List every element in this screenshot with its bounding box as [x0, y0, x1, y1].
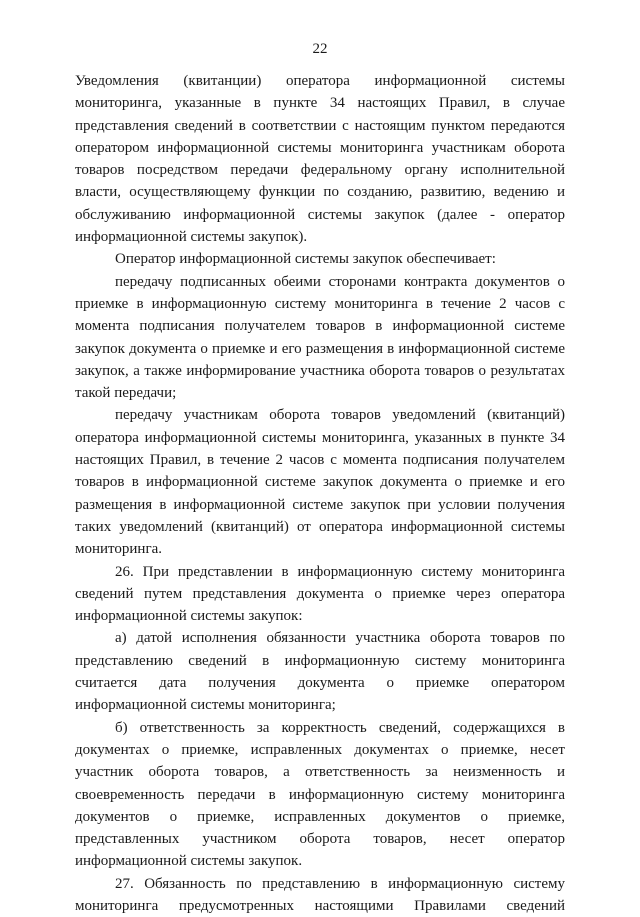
document-body — [75, 70, 565, 917]
paragraph-clause-26-b: б) ответственность за корректность сведений, содержащихся в документах о приемке, исправленных документах о приемке, несет участник оборота товаров, а ответственность за неизменность и своевременность передачи в информационную систему мониторинга документов о приемке, исправленных документов о приемке, представленных участником оборота товаров, несет оператор информационной системы закупок. — [75, 719, 565, 870]
page-number: 22 — [312, 41, 328, 57]
paragraph-clause-27: 27. Обязанность по представлению в информационную систему мониторинга предусмотренных настоящими Правилами сведений — [75, 875, 565, 914]
paragraph-transfer-acceptance-documents: передачу подписанных обеими сторонами контракта документов о приемке в информационную систему мониторинга в течение 2 часов с момента подписания получателем товаров в информационной системе закупок документа о приемке и его размещения в информационной системе закупок, а также информирование участника оборота товаров о результатах такой передачи; — [75, 273, 565, 402]
paragraph-notifications: Уведомления (квитанции) оператора информационной системы мониторинга, указанные в пункте 34 настоящих Правил, в случае представления сведений в соответствии с настоящим пунктом передаются оператором информационной системы мониторинга участникам оборота товаров посредством передачи федеральному органу исполнительной власти, осуществляющему функции по созданию, развитию, ведению и обслуживанию информационной системы закупок (далее - оператор информационной системы закупок). — [75, 73, 565, 246]
paragraph-clause-26: 26. При представлении в информационную систему мониторинга сведений путем представления документа о приемке через оператора информационной системы закупок: — [75, 563, 565, 625]
paragraph-transfer-notifications: передачу участникам оборота товаров уведомлений (квитанций) оператора информационной системы мониторинга, указанных в пункте 34 настоящих Правил, в течение 2 часов с момента подписания получателем товаров в информационной системе закупок документа о приемке и его размещения в информационной системе закупок при условии получения таких уведомлений (квитанций) от оператора информационной системы мониторинга. — [75, 407, 565, 558]
paragraph-clause-26-a: а) датой исполнения обязанности участника оборота товаров по представлению сведений в информационную систему мониторинга считается дата получения документа о приемке оператором информационной системы мониторинга; — [75, 630, 565, 714]
paragraph-procurement-operator-duties: Оператор информационной системы закупок обеспечивает: — [115, 251, 496, 268]
